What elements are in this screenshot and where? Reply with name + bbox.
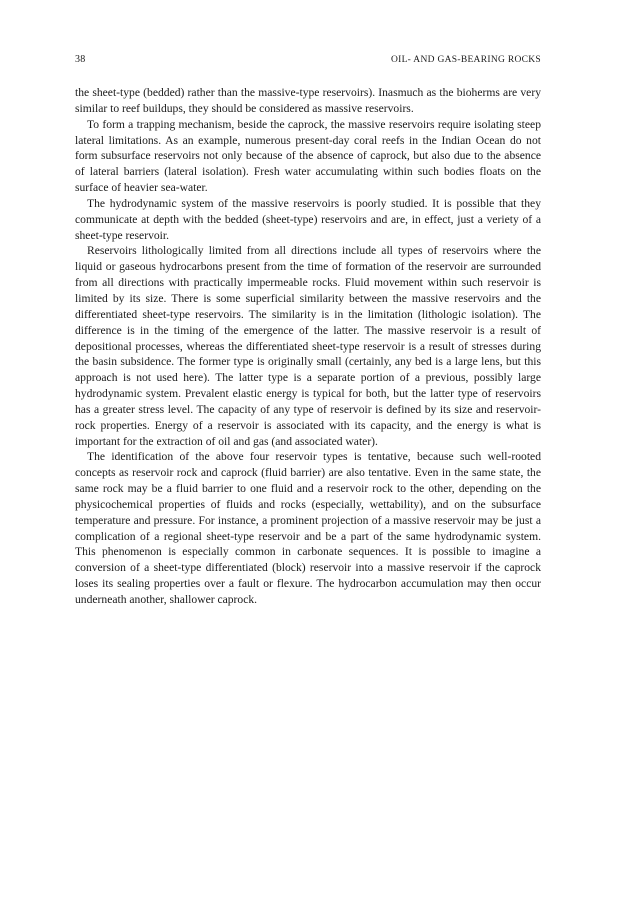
paragraph-reservoir-identification: The identification of the above four reservoir types is tentative, because such well-rooted concepts as reservoir rock and caprock (fluid barrier) are also tentative. Even in the same state, the same rock may be a fluid barrier to one fluid and a reservoir rock to the other, depending on the physicochemical properties of fluids and rocks (especially, wettability), and on the subsurface temperature and pressure. For instance, a prominent projection of a massive reservoir may be just a complication of a regional sheet-type reservoir and be a part of the same hydrodynamic system. This phenomenon is especially common in carbonate sequences. It is possible to imagine a conversion of a sheet-type differentiated (block) reservoir into a massive reservoir if the caprock loses its sealing properties over a fault or flexure. The hydrocarbon accumulation may then occur underneath another, shallower caprock.: [75, 450, 541, 606]
paragraph-hydrodynamic-system: The hydrodynamic system of the massive reservoirs is poorly studied. It is possible that they communicate at depth with the bedded (sheet-type) reservoirs and are, in effect, just a veriety of a sheet-type reservoir.: [75, 196, 541, 242]
paragraph-trapping-mechanism: To form a trapping mechanism, beside the caprock, the massive reservoirs require isolating steep lateral limitations. As an example, numerous present-day coral reefs in the Indian Ocean do not form subsurface reservoirs not only because of the absence of caprock, but also due to the absence of lateral barriers (lateral isolation). Fresh water accumulating within such bodies floats on the surface of heavier sea-water.: [75, 117, 541, 195]
running-title: OIL- AND GAS-BEARING ROCKS: [390, 55, 541, 65]
page-number: 38: [75, 54, 86, 65]
paragraph-continuation: the sheet-type (bedded) rather than the massive-type reservoirs). Inasmuch as the bioherms are very similar to reef buildups, they should be considered as massive reservoirs.: [75, 86, 541, 115]
running-header: [75, 54, 541, 65]
document-page: [75, 54, 541, 608]
paragraph-lithologically-limited: Reservoirs lithologically limited from all directions include all types of reservoirs where the liquid or gaseous hydrocarbons present from the time of formation of the reservoir are surrounded from all directions with practically impermeable rocks. Fluid movement within such reservoir is limited by its size. There is some superficial similarity between the massive reservoirs and the differentiated sheet-type reservoirs. The similarity is in the limitation (lithologic isolation). The difference is in the timing of the emergence of the latter. The massive reservoir is a result of depositional processes, whereas the differentiated sheet-type reservoir is a result of stresses during the basin subsidence. The former type is originally small (certainly, any bed is a large lens, but this approach is not used here). The latter type is a separate portion of a previous, possibly large hydrodynamic system. Prevalent elastic energy is typical for both, but the latter type of reservoirs has a greater stress level. The capacity of any type of reservoir is defined by its size and reservoir-rock properties. Energy of a reservoir is associated with its capacity, and the energy is what is important for the extraction of oil and gas (and associated water).: [75, 244, 541, 448]
body-text: [75, 85, 541, 608]
